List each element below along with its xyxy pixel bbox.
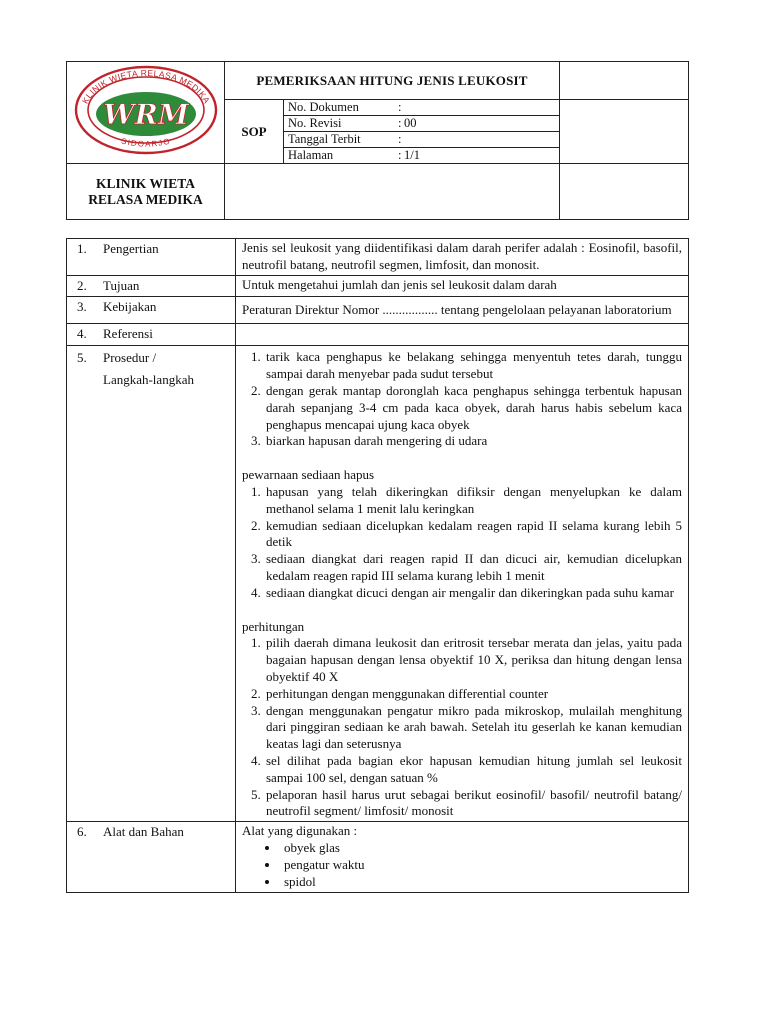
- document-header: [66, 61, 689, 220]
- header-blank-middle: [560, 100, 689, 164]
- row-label-tujuan: 2. Tujuan: [67, 275, 236, 297]
- row-label-alat-bahan: 6. Alat dan Bahan: [67, 822, 236, 893]
- list-item: 2. kemudian sediaan dicelupkan kedalam reagen rapid II selama kurang lebih 5 detik: [264, 518, 682, 552]
- logo-cell: [67, 62, 225, 164]
- alat-intro: Alat yang digunakan :: [242, 823, 358, 839]
- list-item: 2. perhitungan dengan menggunakan differential counter: [264, 686, 682, 703]
- logo-monogram: WRM: [102, 98, 189, 131]
- perhitungan-heading: perhitungan: [242, 618, 305, 634]
- prosedur-body: [236, 346, 689, 822]
- list-item: 3. biarkan hapusan darah mengering di udara: [264, 433, 682, 450]
- list-item: • pengatur waktu: [280, 857, 682, 874]
- list-item: 3. sediaan diangkat dari reagen rapid II dan dicuci air, kemudian dicelupkan kedalam reagen rapid III selama kurang lebih 1 menit: [264, 551, 682, 585]
- row-referensi: [67, 324, 689, 346]
- row-tujuan: [67, 275, 689, 297]
- row-pengertian: [67, 239, 689, 276]
- alat-body: [236, 822, 689, 893]
- header-blank-bottom-wide: [225, 164, 560, 220]
- pengertian-text: Jenis sel leukosit yang diidentifikasi dalam darah perifer adalah : Eosinofil, basofil, neutrofil batang, neutrofil segmen, limfosit, dan monosit.: [236, 239, 689, 276]
- list-item: 1. pilih daerah dimana leukosit dan eritrosit tersebar merata dan jelas, yaitu pada bagaian hapusan dengan lensa obyektif 10 X, periksa dan hitung dengan lensa obyektif 40 X: [264, 635, 682, 685]
- kebijakan-text: Peraturan Direktur Nomor ................. tentang pengelolaan pelayanan laboratorium: [236, 297, 689, 324]
- meta-no-dokumen: No. Dokumen :: [284, 100, 559, 116]
- meta-no-revisi: No. Revisi : 00: [284, 116, 559, 132]
- clinic-logo: [73, 64, 219, 156]
- meta-tanggal-terbit: Tanggal Terbit :: [284, 132, 559, 148]
- list-item: 4. sel dilihat pada bagian ekor hapusan kemudian hitung jumlah sel leukosit sampai 100 sel, dengan satuan %: [264, 753, 682, 787]
- row-label-pengertian: 1. Pengertian: [67, 239, 236, 276]
- sop-content-table: [66, 238, 689, 893]
- row-kebijakan: [67, 297, 689, 324]
- document-title: PEMERIKSAAN HITUNG JENIS LEUKOSIT: [225, 62, 560, 100]
- pewarnaan-steps: [242, 484, 682, 602]
- list-item: 1. hapusan yang telah dikeringkan difiksir dengan menyelupkan ke dalam methanol selama 1 menit lalu keringkan: [264, 484, 682, 518]
- list-item: 4. sediaan diangkat dicuci dengan air mengalir dan dikeringkan pada suhu kamar: [264, 585, 682, 602]
- row-label-prosedur: 5. Prosedur / Langkah-langkah: [67, 346, 236, 822]
- logo-bottom-text: [120, 136, 171, 148]
- document-meta: [284, 100, 560, 164]
- header-blank-bottom: [560, 164, 689, 220]
- list-item: • obyek glas: [280, 840, 682, 857]
- perhitungan-steps: [242, 635, 682, 820]
- list-item: 5. pelaporan hasil harus urut sebagai berikut eosinofil/ basofil/ neutrofil batang/ neutrofil segment/ limfosit/ monosit: [264, 787, 682, 821]
- clinic-name-line1: KLINIK WIETA: [96, 175, 195, 191]
- row-prosedur: [67, 346, 689, 822]
- list-item: 1. tarik kaca penghapus ke belakang sehingga menyentuh tetes darah, tunggu sampai darah menyebar pada sudut tersebut: [264, 349, 682, 383]
- clinic-name: [67, 164, 225, 220]
- list-item: 2. dengan gerak mantap doronglah kaca penghapus sehingga terbentuk hapusan darah sepanjang 3-4 cm pada kaca obyek, darah harus habis sebelum kaca penghapus mencapai ujung kaca obyek: [264, 383, 682, 433]
- header-blank-top: [560, 62, 689, 100]
- logo-ring-textpath: KLINIK WIETA RELASA MEDIKA: [79, 67, 212, 106]
- row-alat-bahan: [67, 822, 689, 893]
- tujuan-text: Untuk mengetahui jumlah dan jenis sel leukosit dalam darah: [236, 275, 689, 297]
- referensi-text: [236, 324, 689, 346]
- clinic-name-line2: RELASA MEDIKA: [88, 191, 203, 207]
- meta-halaman: Halaman : 1/1: [288, 148, 420, 162]
- list-item: 3. dengan menggunakan pengatur mikro pada mikroskop, mulailah menghitung dari pinggiran sediaan ke arah bawah. Setelah itu geserlah ke kanan kemudian keatas lagi dan seterusnya: [264, 703, 682, 753]
- prosedur-steps: [242, 349, 682, 450]
- row-label-kebijakan: 3. Kebijakan: [67, 297, 236, 324]
- pewarnaan-heading: pewarnaan sediaan hapus: [242, 467, 375, 483]
- alat-list: [242, 840, 682, 890]
- sop-label: SOP: [225, 100, 284, 164]
- logo-bottom-textpath: SIDOARJO: [119, 136, 172, 149]
- list-item: • spidol: [280, 874, 682, 891]
- row-label-referensi: 4. Referensi: [67, 324, 236, 346]
